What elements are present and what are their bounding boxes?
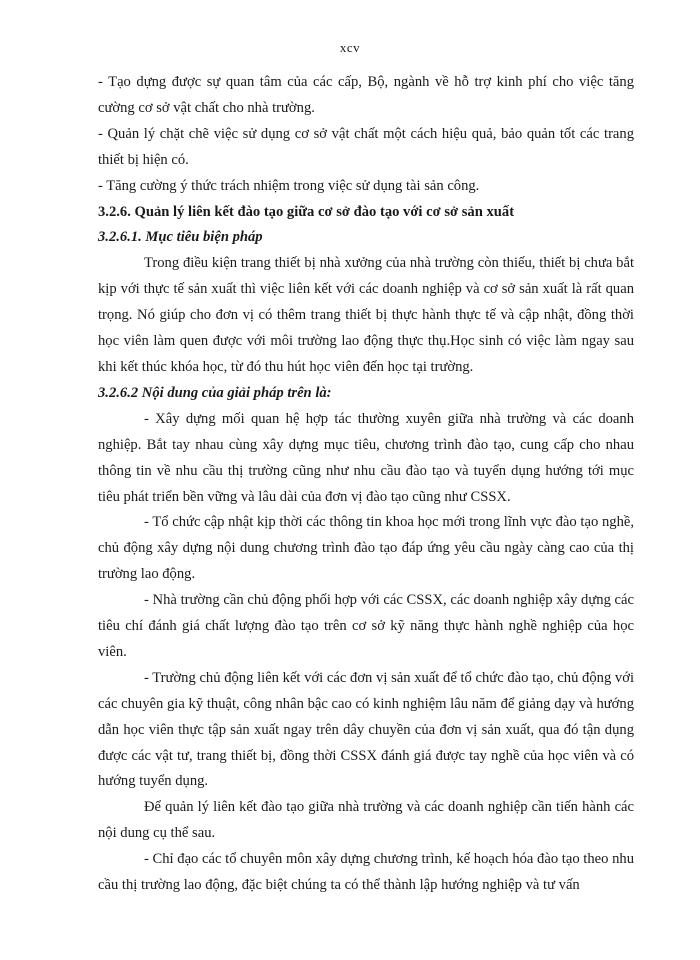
paragraph: - Trường chủ động liên kết với các đơn vị sản xuất để tổ chức đào tạo, chủ động với các chuyên gia kỹ thuật, công nhân bậc cao có kinh nghiệm lâu năm để giảng dạy và hướng dẫn học viên thực tập sản xuất ngay trên dây chuyền của đơn vị sản xuất, qua đó tận dụng được các vật tư, trang thiết bị, đồng thời CSSX đánh giá được tay nghề của học viên và có hướng tuyển dụng. [98, 669, 634, 790]
paragraph: - Chỉ đạo các tổ chuyên môn xây dựng chương trình, kế hoạch hóa đào tạo theo nhu cầu thị trường lao động, đặc biệt chúng ta có thể thành lập hướng nghiệp và tư vấn [98, 851, 634, 894]
subsection-heading: 3.2.6.2 Nội dung của giải pháp trên là: [98, 384, 332, 401]
document-body [98, 70, 634, 899]
paragraph: Trong điều kiện trang thiết bị nhà xưởng của nhà trường còn thiếu, thiết bị chưa bắt kịp với thực tế sản xuất thì việc liên kết với các doanh nghiệp và cơ sở sản xuất là rất quan trọng. Nó giúp cho đơn vị có thêm trang thiết bị thực hành thực tế và cập nhật, đồng thời học viên làm quen được với môi trường lao động thực thụ.Học sinh có việc làm ngay sau khi kết thúc khóa học, từ đó thu hút học viên đến học tại trường. [98, 255, 634, 375]
paragraph: - Tăng cường ý thức trách nhiệm trong việc sử dụng tài sản công. [98, 177, 480, 194]
paragraph: - Quản lý chặt chẽ việc sử dụng cơ sở vật chất một cách hiệu quả, bảo quản tốt các trang thiết bị hiện có. [98, 125, 634, 168]
subsection-heading: 3.2.6.1. Mục tiêu biện pháp [98, 229, 263, 246]
paragraph: - Nhà trường cần chủ động phối hợp với các CSSX, các doanh nghiệp xây dựng các tiêu chí đánh giá chất lượng đào tạo trên cơ sở kỹ năng thực hành nghề nghiệp của học viên. [98, 592, 634, 660]
section-heading: 3.2.6. Quản lý liên kết đào tạo giữa cơ sở đào tạo với cơ sở sản xuất [98, 203, 515, 220]
paragraph: Để quản lý liên kết đào tạo giữa nhà trường và các doanh nghiệp cần tiến hành các nội dung cụ thể sau. [98, 799, 634, 842]
paragraph: - Tổ chức cập nhật kịp thời các thông tin khoa học mới trong lĩnh vực đào tạo nghề, chủ động xây dựng nội dung chương trình đào tạo đáp ứng yêu cầu ngày càng cao của thị trường lao động. [98, 514, 634, 583]
paragraph: - Tạo dựng được sự quan tâm của các cấp, Bộ, ngành về hỗ trợ kinh phí cho việc tăng cường cơ sở vật chất cho nhà trường. [98, 74, 634, 116]
paragraph: - Xây dựng mối quan hệ hợp tác thường xuyên giữa nhà trường và các doanh nghiệp. Bắt tay nhau cùng xây dựng mục tiêu, chương trình đào tạo, cung cấp cho nhau thông tin về nhu cầu thị trường cũng như nhu cầu đào tạo và tuyển dụng hướng tới mục tiêu phát triển bền vững và lâu dài của đơn vị đào tạo cũng như CSSX. [98, 410, 634, 505]
page-number: xcv [339, 40, 361, 55]
